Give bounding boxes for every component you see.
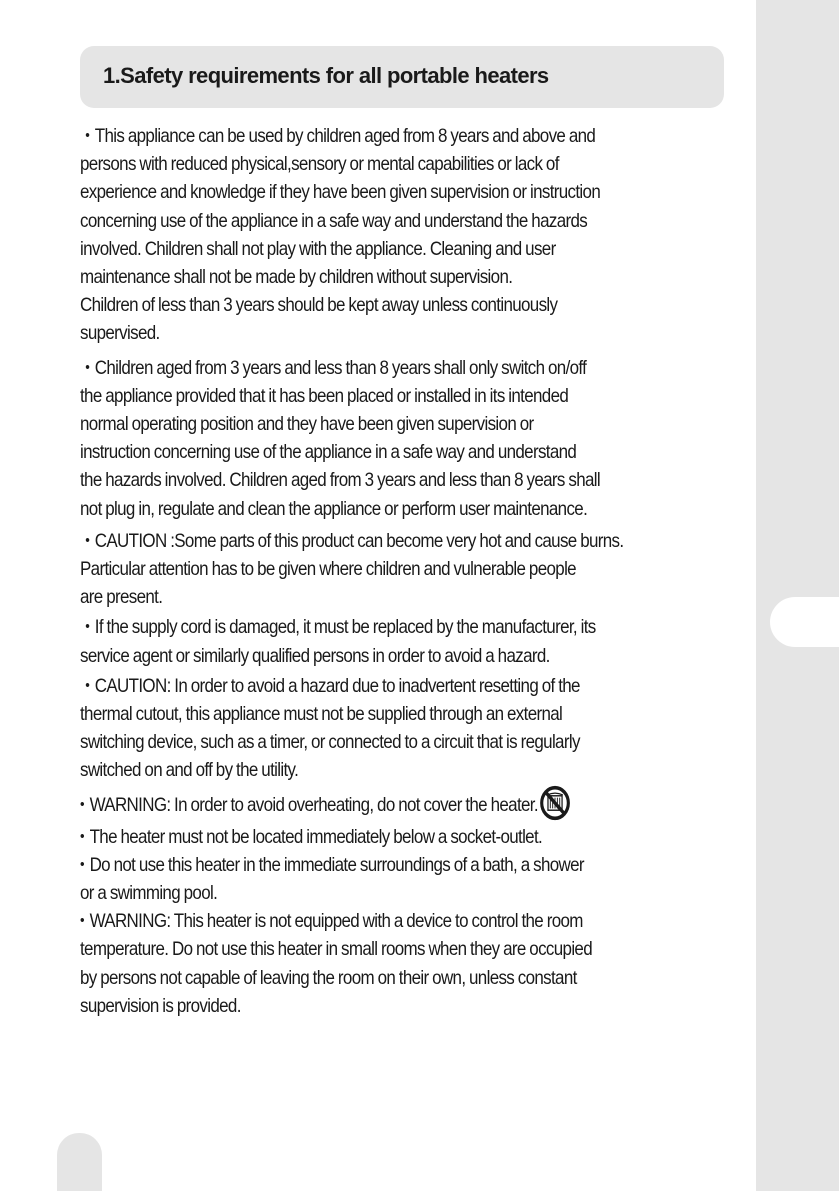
section-title: 1.Safety requirements for all portable heaters [103,63,549,88]
bullet: • [85,618,90,636]
safety-paragraph-supply-cord: • If the supply cord is damaged, it must be replaced by the manufacturer, its service agent or similarly qualified persons in order to avoid a hazard. [80,613,737,669]
bullet: • [85,676,90,694]
bullet: • [80,855,84,873]
safety-paragraph-children-8-years: • This appliance can be used by children aged from 8 years and above and persons with reduced physical,sensory or mental capabilities or lack of experience and knowledge if they have been given supervision or instruction concerning use of the appliance in a safe way and understand the hazards involved. Children shall not play with the appliance. Cleaning and user maintenance shall not be made by children without supervision. Children of less than 3 years should be kept away unless continuously supervised. [80,122,737,348]
page-number-tab [57,1133,102,1191]
safety-paragraph-children-3-to-8: • Children aged from 3 years and less than 8 years shall only switch on/off the appliance provided that it has been placed or installed in its intended normal operating position and they have been given supervision or instruction concerning use of the appliance in a safe way and understand the hazards involved. Children aged from 3 years and less than 8 years shall not plug in, regulate and clean the appliance or perform user maintenance. [80,354,737,523]
do-not-cover-icon [540,785,571,821]
side-margin-strip [756,0,839,1191]
safety-content [80,122,740,1020]
safety-paragraph-bath-shower: • Do not use this heater in the immediate surroundings of a bath, a shower or a swimming pool. [80,851,737,907]
section-tab-marker [770,597,839,647]
bullet: • [85,358,90,376]
bullet: • [85,531,90,549]
safety-paragraph-caution-hot: • CAUTION :Some parts of this product can become very hot and cause burns. Particular attention has to be given where children and vulnerable people are present. [80,527,737,612]
safety-paragraph-socket-outlet: • The heater must not be located immediately below a socket-outlet. [80,823,737,851]
bullet: • [80,795,84,813]
bullet: • [80,827,84,845]
safety-paragraph-do-not-cover: • WARNING: In order to avoid overheating, do not cover the heater. [80,785,737,821]
bullet: • [85,127,90,144]
safety-paragraph-thermal-cutout: • CAUTION: In order to avoid a hazard due to inadvertent resetting of the thermal cutout, this appliance must not be supplied through an external switching device, such as a timer, or connected to a circuit that is regularly switched on and off by the utility. [80,672,737,785]
section-header [80,46,724,108]
bullet: • [80,912,84,930]
safety-paragraph-room-temperature: • WARNING: This heater is not equipped with a device to control the room temperature. Do not use this heater in small rooms when they are occupied by persons not capable of leaving the room on their own, unless constant supervision is provided. [80,907,737,1020]
